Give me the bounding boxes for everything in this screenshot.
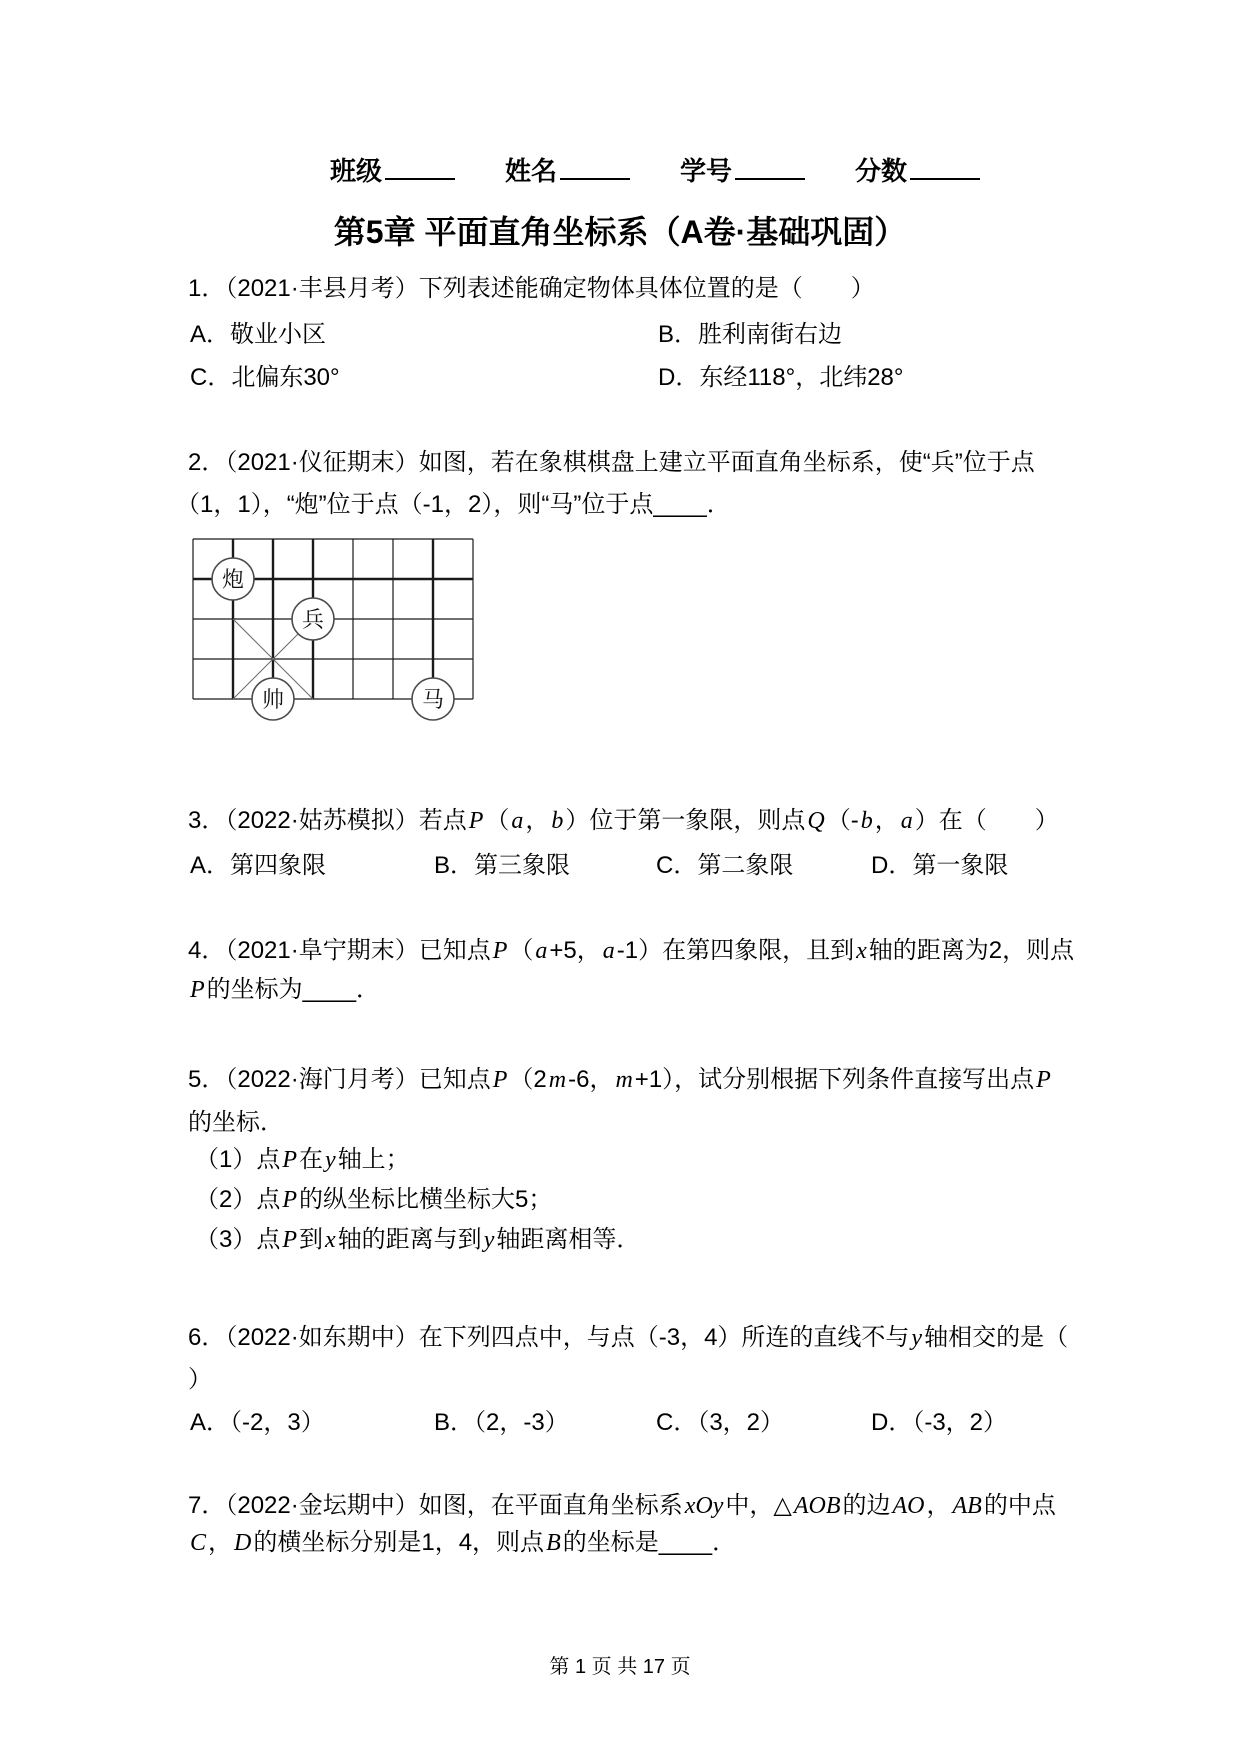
blank-line [560, 178, 630, 180]
question-5-text-line1: 5．（2022·海门月考）已知点P（2m-6，m+1），试分别根据下列条件直接写出点P [188, 1066, 1051, 1093]
question-1-option-b: B．胜利南街右边 [658, 321, 843, 348]
question-3-option-d: D．第一象限 [871, 852, 1009, 879]
piece-horse-label: 马 [421, 687, 445, 712]
question-1-option-d: D．东经118°，北纬28° [658, 364, 904, 391]
question-3-text: 3．（2022·姑苏模拟）若点P（a，b）位于第一象限，则点Q（-b，a）在（ ） [188, 807, 1059, 834]
header-field-class [330, 154, 455, 188]
question-1-option-a: A．敬业小区 [190, 321, 327, 348]
header-label-score: 分数 [855, 156, 908, 186]
question-6-text-line2: ） [188, 1366, 212, 1393]
question-6-text-line1: 6．（2022·如东期中）在下列四点中，与点（-3，4）所连的直线不与y轴相交的是（ [188, 1324, 1069, 1351]
header-field-student-id [680, 154, 805, 188]
piece-soldier [292, 598, 334, 640]
piece-general [252, 678, 294, 720]
question-5-text-line2: 的坐标． [188, 1109, 284, 1136]
header-label-name: 姓名 [505, 156, 558, 186]
question-6-option-c: C．（3，2） [656, 1409, 785, 1436]
header-label-class: 班级 [330, 156, 383, 186]
question-4-text-line1: 4．（2021·阜宁期末）已知点P（a+5，a-1）在第四象限，且到x轴的距离为2，则点 [188, 937, 1075, 964]
piece-cannon-label: 炮 [221, 567, 245, 592]
question-5-subitem-2: （2）点P的纵坐标比横坐标大5； [195, 1186, 553, 1213]
question-4-text-line2: P的坐标为____． [190, 976, 381, 1003]
piece-horse [412, 678, 454, 720]
question-6-option-a: A．（-2，3） [190, 1409, 325, 1436]
question-3-option-b: B．第三象限 [434, 852, 571, 879]
question-3-option-c: C．第二象限 [656, 852, 794, 879]
header-field-score [855, 154, 980, 188]
question-1-text: 1．（2021·丰县月考）下列表述能确定物体具体位置的是（ ） [188, 275, 875, 302]
question-5-subitem-1: （1）点P在y轴上； [195, 1146, 410, 1173]
piece-cannon [212, 558, 254, 600]
piece-general-label: 帅 [261, 687, 285, 712]
question-7-text-line1: 7．（2022·金坛期中）如图，在平面直角坐标系xOy中，△AOB的边AO，AB的中点 [188, 1492, 1056, 1519]
header-fields-row [330, 154, 980, 188]
question-3-option-a: A．第四象限 [190, 852, 327, 879]
blank-line [385, 178, 455, 180]
question-2-text-line2: （1，1），“炮”位于点（-1，2），则“马”位于点____． [176, 491, 731, 518]
question-1-option-c: C．北偏东30° [190, 364, 340, 391]
blank-line [910, 178, 980, 180]
page-title: 第5章 平面直角坐标系（A卷·基础巩固） [333, 214, 907, 250]
piece-soldier-label: 兵 [301, 607, 325, 632]
question-6-option-d: D．（-3，2） [871, 1409, 1008, 1436]
header-label-student-id: 学号 [680, 156, 733, 186]
question-7-text-line2: C，D的横坐标分别是1，4，则点B的坐标是____． [190, 1529, 737, 1556]
page-number-footer: 第 1 页 共 17 页 [549, 1656, 691, 1678]
blank-line [735, 178, 805, 180]
chessboard-figure [191, 537, 477, 727]
question-2-text-line1: 2．（2021·仪征期末）如图，若在象棋棋盘上建立平面直角坐标系，使“兵”位于点 [188, 449, 1035, 476]
header-field-name [505, 154, 630, 188]
question-5-subitem-3: （3）点P到x轴的距离与到y轴距离相等． [195, 1226, 641, 1253]
question-6-option-b: B．（2，-3） [434, 1409, 569, 1436]
